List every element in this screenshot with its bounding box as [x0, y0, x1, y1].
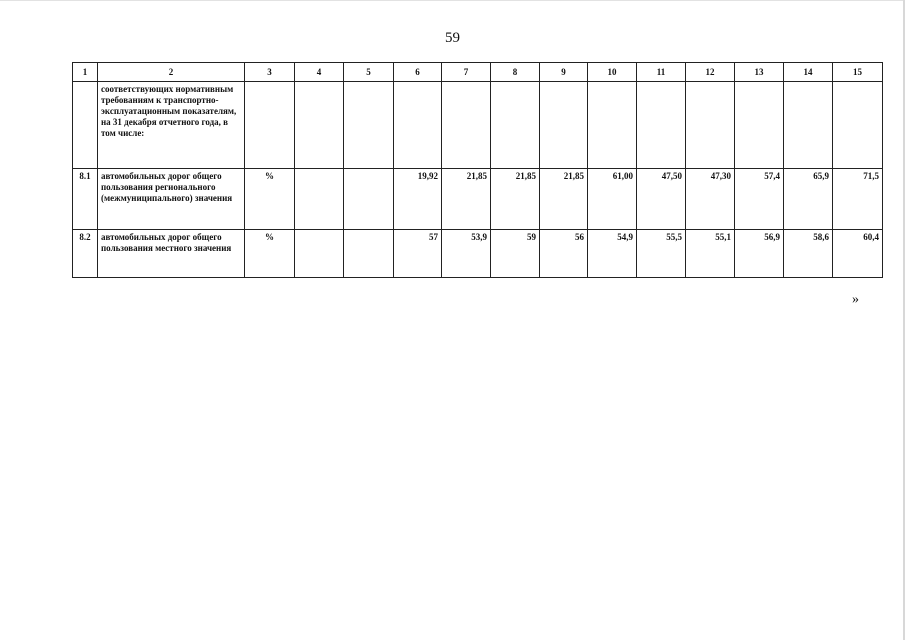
- indicator-name: автомобильных дорог общего пользования местного значения: [98, 230, 245, 278]
- row-number: 8.2: [73, 230, 98, 278]
- value-cell: 56: [540, 230, 588, 278]
- value-cell: [784, 82, 833, 169]
- column-header: 4: [295, 63, 344, 82]
- table-row: [73, 82, 883, 169]
- value-cell: 61,00: [588, 169, 637, 230]
- column-header: 6: [394, 63, 442, 82]
- value-cell: 53,9: [442, 230, 491, 278]
- value-cell: [540, 82, 588, 169]
- value-cell: [344, 169, 394, 230]
- value-cell: [637, 82, 686, 169]
- value-cell: [295, 82, 344, 169]
- value-cell: 57: [394, 230, 442, 278]
- page-number: 59: [445, 30, 460, 46]
- value-cell: 58,6: [784, 230, 833, 278]
- value-cell: [295, 169, 344, 230]
- row-number: 8.1: [73, 169, 98, 230]
- value-cell: [735, 82, 784, 169]
- unit-cell: [245, 82, 295, 169]
- value-cell: 56,9: [735, 230, 784, 278]
- column-header: 7: [442, 63, 491, 82]
- row-number: [73, 82, 98, 169]
- column-header: 14: [784, 63, 833, 82]
- value-cell: [686, 82, 735, 169]
- scan-edge-top: [0, 0, 905, 1]
- indicator-name: автомобильных дорог общего пользования регионального (межмуниципального) значения: [98, 169, 245, 230]
- value-cell: [295, 230, 344, 278]
- value-cell: [344, 82, 394, 169]
- value-cell: [344, 230, 394, 278]
- indicator-name: соответствующих нормативным требованиям к транспортно-эксплуатационным показателям, на 31 декабря отчетного года, в том числе:: [98, 82, 245, 169]
- column-header: 15: [833, 63, 883, 82]
- value-cell: 21,85: [491, 169, 540, 230]
- unit-cell: %: [245, 230, 295, 278]
- value-cell: 47,30: [686, 169, 735, 230]
- column-header: 11: [637, 63, 686, 82]
- column-header: 13: [735, 63, 784, 82]
- value-cell: 60,4: [833, 230, 883, 278]
- closing-quote-mark: »: [852, 292, 859, 307]
- column-header: 12: [686, 63, 735, 82]
- value-cell: [833, 82, 883, 169]
- indicator-table: [72, 62, 883, 278]
- value-cell: 55,1: [686, 230, 735, 278]
- table-row: [73, 169, 883, 230]
- table-row: [73, 230, 883, 278]
- value-cell: 54,9: [588, 230, 637, 278]
- value-cell: 19,92: [394, 169, 442, 230]
- column-header: 9: [540, 63, 588, 82]
- value-cell: 55,5: [637, 230, 686, 278]
- value-cell: 21,85: [442, 169, 491, 230]
- value-cell: [588, 82, 637, 169]
- column-header: 3: [245, 63, 295, 82]
- value-cell: [491, 82, 540, 169]
- column-header: 2: [98, 63, 245, 82]
- unit-cell: %: [245, 169, 295, 230]
- column-header: 8: [491, 63, 540, 82]
- value-cell: 21,85: [540, 169, 588, 230]
- column-header: 1: [73, 63, 98, 82]
- value-cell: 65,9: [784, 169, 833, 230]
- value-cell: [442, 82, 491, 169]
- value-cell: 57,4: [735, 169, 784, 230]
- value-cell: 47,50: [637, 169, 686, 230]
- column-header: 10: [588, 63, 637, 82]
- value-cell: 59: [491, 230, 540, 278]
- value-cell: 71,5: [833, 169, 883, 230]
- table-header-row: [73, 63, 883, 82]
- column-header: 5: [344, 63, 394, 82]
- value-cell: [394, 82, 442, 169]
